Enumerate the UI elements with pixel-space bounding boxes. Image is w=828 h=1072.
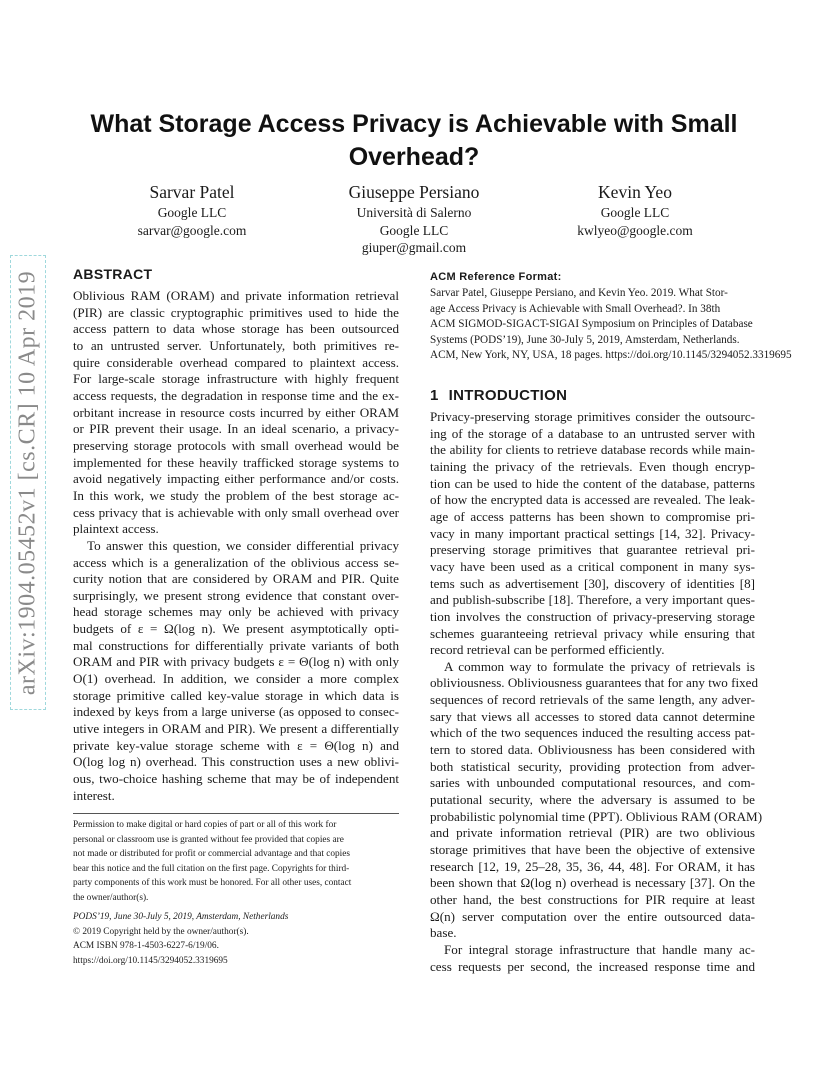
text-line: In this work, we study the problem of the best storage ac-	[73, 487, 399, 503]
body-paragraph	[430, 409, 755, 659]
text-line: storage primitive called key-value storage in which data is	[73, 687, 399, 703]
section-title: INTRODUCTION	[448, 386, 568, 404]
text-line: bear this notice and the full citation on the first page. Copyrights for third-	[73, 863, 350, 874]
author-affiliation: Google LLC	[157, 205, 227, 220]
text-line: To answer this question, we consider differential privacy	[87, 537, 399, 553]
text-line: O(log log n) overhead. This construction uses a new oblivi-	[73, 754, 399, 770]
title-line: What Storage Access Privacy is Achievable with Small	[90, 110, 738, 138]
paper-title	[60, 108, 768, 174]
text-line: ACM SIGMOD-SIGACT-SIGAI Symposium on Principles of Database	[430, 318, 753, 331]
text-line: preserving storage primitives that guarantee retrieval pri-	[430, 542, 755, 558]
text-line: vacy have been used as a critical component in many sys-	[430, 558, 755, 574]
text-line: record retrieval can be performed efficiently.	[430, 642, 665, 658]
text-line: sequences of record retrievals of the same length, any adver-	[430, 692, 755, 708]
text-line: been shown that Ω(log n) overhead is necessary [37]. On the	[430, 875, 755, 891]
text-line: to an untrusted server. Unfortunately, both primitives re-	[73, 337, 399, 353]
author-email: sarvar@google.com	[137, 222, 247, 238]
text-line: party components of this work must be honored. For all other uses, contact	[73, 878, 352, 888]
text-line: ACM, New York, NY, USA, 18 pages. https://doi.org/10.1145/3294052.3319695	[430, 349, 792, 362]
text-line: preserving storage protocols with small overhead would be	[73, 437, 399, 453]
copyright-footnote	[73, 813, 399, 968]
author-block	[334, 180, 494, 257]
text-line: indexed by keys from a large universe (as opposed to consec-	[73, 704, 399, 720]
text-line: saries with unbounded computational resources, and com-	[430, 775, 755, 791]
text-line: tern to stored data. Obliviousness has been considered with	[430, 742, 755, 758]
text-line: surprisingly, we present strong evidence that constant over-	[73, 587, 399, 603]
text-line: of how the encrypted data is accessed are revealed. The leak-	[430, 492, 755, 508]
text-line: Sarvar Patel, Giuseppe Persiano, and Kevin Yeo. 2019. What Stor-	[430, 287, 728, 299]
text-line: age Access Privacy is Achievable with Small Overhead?. In 38th	[430, 302, 721, 315]
text-line: cess privacy that is achievable with only small overhead over	[73, 504, 399, 520]
text-line: Permission to make digital or hard copies of part or all of this work for	[73, 820, 337, 830]
text-line: not made or distributed for profit or commercial advantage and that copies	[73, 849, 351, 859]
copyright-line: © 2019 Copyright held by the owner/author(s).	[73, 926, 249, 937]
author-name: Sarvar Patel	[149, 182, 235, 202]
reference-format-text	[430, 286, 792, 364]
text-line: quire considerable overhead compared to plaintext access.	[73, 354, 399, 370]
author-block	[555, 180, 715, 239]
text-line: the owner/author(s).	[73, 892, 149, 903]
text-line: ORAM and PIR with privacy budgets ε = Θ(log n) with only	[73, 654, 399, 670]
venue-line: PODS’19, June 30-July 5, 2019, Amsterdam, Netherlands	[73, 912, 289, 922]
abstract-paragraph	[73, 538, 399, 805]
right-column	[430, 270, 792, 975]
arxiv-stamp	[10, 255, 46, 710]
text-line: other hand, the best constructions for PIR require at least	[430, 892, 755, 907]
reference-format-heading: ACM Reference Format:	[430, 271, 562, 283]
text-line: A common way to formulate the privacy of retrievals is	[444, 658, 755, 674]
text-line: Oblivious RAM (ORAM) and private information retrieval	[73, 288, 399, 303]
text-line: sary that views all accesses to stored data cannot determine	[430, 708, 755, 724]
text-line: and publish-subscribe [18]. Therefore, a very important ques-	[430, 592, 755, 608]
text-line: O(1) overhead. In addition, we consider a more complex	[73, 671, 399, 687]
abstract-paragraph	[73, 288, 399, 538]
text-line: putational security, where the adversary is assumed to be	[430, 792, 755, 808]
section-number: 1	[430, 386, 439, 404]
text-line: utive integers in ORAM and PIR). We present a differentially	[73, 721, 399, 737]
section-heading-introduction	[430, 386, 755, 406]
text-line: For large-scale storage infrastructure with highly frequent	[73, 371, 399, 387]
text-line: tion can be used to hide the content of the database, patterns	[430, 475, 755, 491]
text-line: For integral storage infrastructure that handle many ac-	[444, 941, 755, 957]
text-line: research [12, 19, 25–28, 35, 36, 44, 48]. For ORAM, it has	[430, 858, 755, 874]
body-paragraph	[430, 658, 763, 942]
author-name: Giuseppe Persiano	[348, 182, 480, 202]
text-line: or PIR prevent their usage. In an ideal scenario, a privacy-	[73, 421, 399, 437]
text-line: tems such as advertisement [30], discovery of identities [8]	[430, 575, 755, 591]
text-line: access requests, the degradation in response time and the ex-	[73, 387, 399, 403]
doi-line: https://doi.org/10.1145/3294052.3319695	[73, 955, 228, 966]
author-block	[112, 180, 272, 239]
text-line: and private information retrieval (PIR) are two oblivious	[430, 825, 755, 841]
text-line: both statistical security, providing protection from adver-	[430, 758, 755, 774]
text-line: base.	[430, 925, 457, 941]
text-line: Systems (PODS’19), June 30-July 5, 2019, Amsterdam, Netherlands.	[430, 333, 740, 346]
abstract-heading: ABSTRACT	[73, 266, 153, 282]
left-column	[73, 264, 399, 804]
text-line: interest.	[73, 787, 115, 803]
text-line: ing of the storage of a database to an untrusted server with	[430, 425, 755, 441]
text-line: private key-value storage scheme with ε = Θ(log n) and	[73, 737, 399, 753]
text-line: age of access patterns has been shown to compromise pri-	[430, 508, 755, 524]
text-line: Ω(n) server computation over the entire outsourced data-	[430, 908, 755, 924]
text-line: access pattern to data whose storage has been outsourced	[73, 321, 399, 337]
author-affiliation: Google LLC	[379, 222, 449, 238]
title-line: Overhead?	[348, 143, 480, 171]
text-line: head storage schemes may only be achieved with privacy	[73, 604, 399, 620]
text-line: vacy in many important practical settings [14, 32]. Privacy-	[430, 525, 755, 541]
text-line: Privacy-preserving storage primitives consider the outsourc-	[430, 408, 755, 424]
text-line: the ability for clients to retrieve database records while main-	[430, 442, 755, 458]
text-line: schemes guaranteeing retrieval privacy while ensuring that	[430, 625, 755, 641]
text-line: obliviousness. Obliviousness guarantees that for any two fixed	[430, 675, 759, 691]
arxiv-identifier: arXiv:1904.05452v1 [cs.CR] 10 Apr 2019	[14, 270, 41, 695]
text-line: orbitant increase in resource costs incurred by either ORAM	[73, 404, 399, 420]
text-line: which of the two sequences induced the resulting access pat-	[430, 725, 755, 741]
text-line: (PIR) are classic cryptographic primitives used to hide the	[73, 304, 399, 320]
author-email: giuper@gmail.com	[361, 240, 467, 255]
text-line: access which is a generalization of the oblivious access se-	[73, 554, 399, 570]
text-line: budgets of ε = Ω(log n). We present asymptotically opti-	[73, 621, 399, 637]
text-line: curity notion that are considered by ORAM and PIR. Quite	[73, 571, 399, 587]
text-line: cess requests per second, the increased response time and	[430, 958, 755, 974]
text-line: mal constructions for differentially private variants of both	[73, 637, 399, 653]
text-line: plaintext access.	[73, 521, 159, 537]
text-line: ous, two-choice hashing scheme that may be of independent	[73, 771, 399, 787]
text-line: storage primitives that have been the objective of extensive	[430, 842, 755, 858]
text-line: probabilistic polynomial time (PPT). Oblivious RAM (ORAM)	[430, 808, 763, 824]
text-line: personal or classroom use is granted without fee provided that copies are	[73, 834, 344, 845]
text-line: implemented for these heavily trafficked storage systems to	[73, 454, 399, 470]
permission-notice	[73, 818, 399, 905]
body-paragraph	[430, 942, 755, 975]
author-email: kwlyeo@google.com	[577, 222, 693, 238]
text-line: avoid negatively impacting either performance and/or costs.	[73, 471, 399, 487]
text-line: tion involves the construction of privacy-preserving storage	[430, 608, 755, 624]
text-line: taining the privacy of the retrievals. Even though encryp-	[430, 458, 755, 474]
isbn-line: ACM ISBN 978-1-4503-6227-6/19/06.	[73, 941, 219, 951]
author-affiliation: Google LLC	[600, 205, 670, 220]
author-affiliation: Università di Salerno	[356, 205, 472, 220]
author-name: Kevin Yeo	[598, 182, 672, 202]
